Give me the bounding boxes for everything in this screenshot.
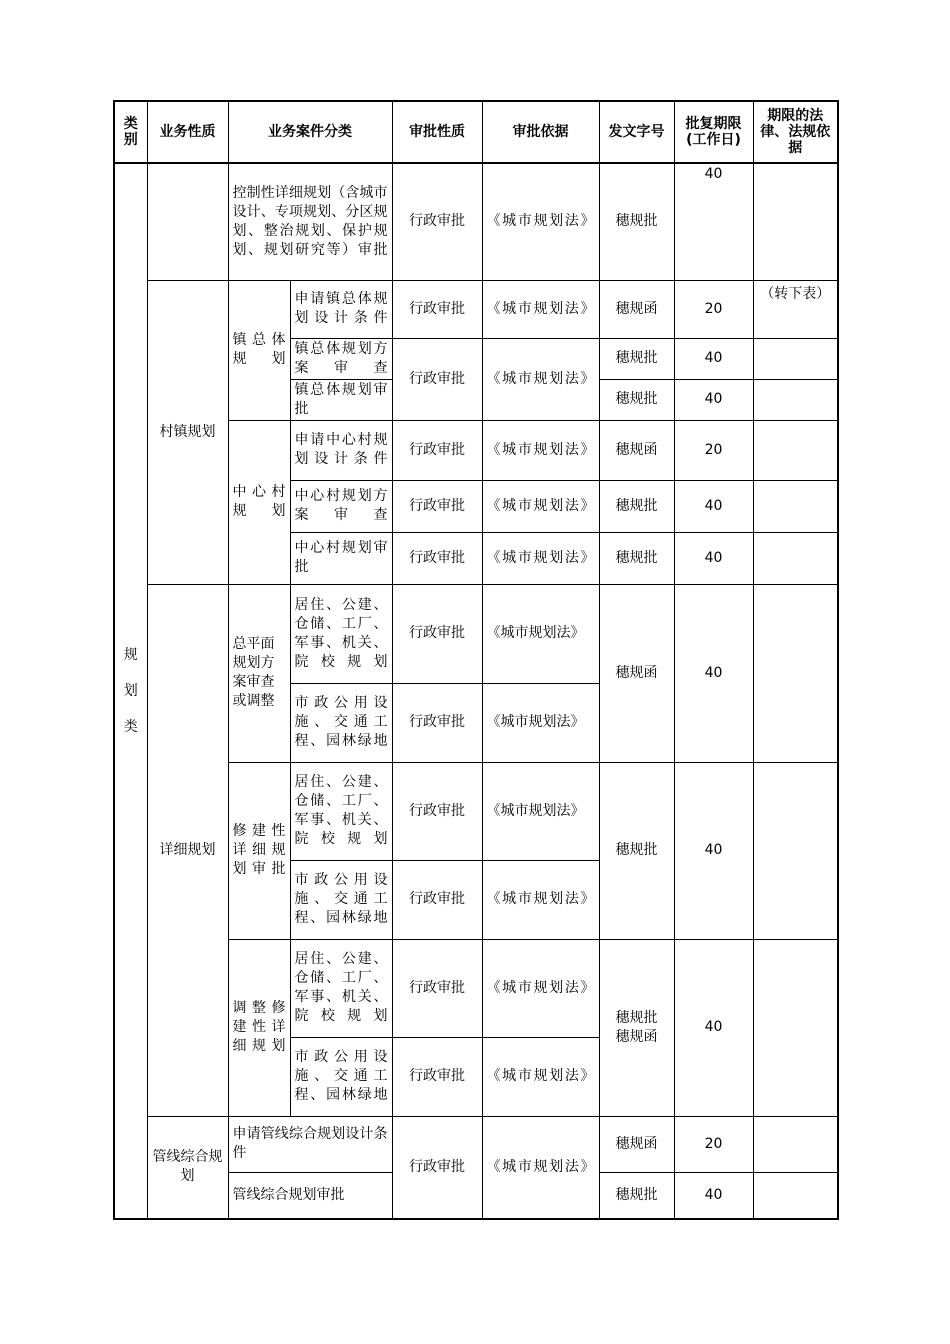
legal-basis-cell bbox=[753, 532, 838, 584]
case-group-cell: 总平面规划方案审查或调整 bbox=[228, 584, 290, 762]
doc-prefix-cell: 穗规函 bbox=[599, 280, 674, 338]
approval-basis-cell: 《城市规划法》 bbox=[482, 683, 599, 762]
approval-nature-cell: 行政审批 bbox=[392, 939, 482, 1037]
reply-days-cell: 40 bbox=[674, 480, 753, 532]
doc-prefix-cell: 穗规函 bbox=[599, 1116, 674, 1172]
case-item-cell: 居住、公建、仓储、工厂、军事、机关、院校规划 bbox=[290, 762, 392, 860]
case-item-cell: 镇总体规划方案审查 bbox=[290, 338, 392, 379]
legal-basis-cell bbox=[753, 939, 838, 1116]
doc-prefix-cell: 穗规批 穗规函 bbox=[599, 939, 674, 1116]
case-class-cell: 申请管线综合规划设计条件 bbox=[228, 1116, 392, 1172]
approval-nature-cell: 行政审批 bbox=[392, 480, 482, 532]
legal-basis-cell bbox=[753, 420, 838, 480]
reply-days-cell: 40 bbox=[674, 532, 753, 584]
reply-days-cell: 40 bbox=[674, 939, 753, 1116]
case-group-cell: 调整修建性详细规划 bbox=[228, 939, 290, 1116]
approval-basis-cell: 《城市规划法》 bbox=[482, 163, 599, 280]
doc-prefix-cell: 穗规批 bbox=[599, 163, 674, 280]
header-row bbox=[114, 101, 838, 163]
table-row bbox=[114, 280, 838, 338]
doc-prefix-cell: 穗规批 bbox=[599, 480, 674, 532]
legal-basis-cell bbox=[753, 762, 838, 939]
approval-nature-cell: 行政审批 bbox=[392, 420, 482, 480]
approval-basis-cell: 《城市规划法》 bbox=[482, 939, 599, 1037]
approval-basis-cell: 《城市规划法》 bbox=[482, 860, 599, 939]
approval-nature-cell: 行政审批 bbox=[392, 584, 482, 683]
category-cell: 规划类 bbox=[114, 163, 147, 1219]
reply-days-cell: 40 bbox=[674, 584, 753, 762]
header-case-class: 业务案件分类 bbox=[228, 101, 392, 163]
legal-basis-cell bbox=[753, 584, 838, 762]
header-approval-nature: 审批性质 bbox=[392, 101, 482, 163]
doc-prefix-cell: 穗规批 bbox=[599, 532, 674, 584]
case-item-cell: 市政公用设施、交通工程、园林绿地 bbox=[290, 1037, 392, 1116]
approval-nature-cell: 行政审批 bbox=[392, 683, 482, 762]
reply-days-cell: 20 bbox=[674, 1116, 753, 1172]
header-legal-basis: 期限的法律、法规依据 bbox=[753, 101, 838, 163]
approval-basis-cell: 《城市规划法》 bbox=[482, 338, 599, 420]
legal-basis-cell bbox=[753, 280, 838, 338]
header-category: 类别 bbox=[114, 101, 147, 163]
approval-nature-cell: 行政审批 bbox=[392, 1037, 482, 1116]
header-approval-basis: 审批依据 bbox=[482, 101, 599, 163]
approval-nature-cell: 行政审批 bbox=[392, 338, 482, 420]
approval-nature-cell: 行政审批 bbox=[392, 163, 482, 280]
approval-nature-cell: 行政审批 bbox=[392, 1116, 482, 1219]
doc-prefix-cell: 穗规批 bbox=[599, 379, 674, 420]
reply-days-cell: 20 bbox=[674, 280, 753, 338]
legal-basis-cell bbox=[753, 338, 838, 379]
reply-days-cell: 20 bbox=[674, 420, 753, 480]
case-class-cell: 控制性详细规划（含城市设计、专项规划、分区规划、整治规划、保护规划、规划研究等）审批 bbox=[228, 163, 392, 280]
header-doc-prefix: 发文字号 bbox=[599, 101, 674, 163]
approval-basis-cell: 《城市规划法》 bbox=[482, 1037, 599, 1116]
legal-basis-cell bbox=[753, 163, 838, 280]
business-nature-cell: 详细规划 bbox=[147, 584, 228, 1116]
approval-basis-cell: 《城市规划法》 bbox=[482, 1116, 599, 1219]
doc-prefix-cell: 穗规批 bbox=[599, 1172, 674, 1219]
approval-basis-cell: 《城市规划法》 bbox=[482, 532, 599, 584]
approval-nature-cell: 行政审批 bbox=[392, 532, 482, 584]
continue-note: （转下表） bbox=[760, 285, 831, 302]
case-item-cell: 市政公用设施、交通工程、园林绿地 bbox=[290, 860, 392, 939]
approval-basis-cell: 《城市规划法》 bbox=[482, 762, 599, 860]
table-row bbox=[114, 163, 838, 280]
reply-days-cell: 40 bbox=[674, 762, 753, 939]
legal-basis-cell bbox=[753, 379, 838, 420]
approval-table bbox=[113, 100, 839, 1220]
reply-days-cell: 40 bbox=[674, 163, 753, 280]
doc-prefix-cell: 穗规函 bbox=[599, 584, 674, 762]
business-nature-cell: 管线综合规划 bbox=[147, 1116, 228, 1219]
approval-basis-cell: 《城市规划法》 bbox=[482, 420, 599, 480]
table-row bbox=[114, 584, 838, 683]
legal-basis-cell bbox=[753, 1172, 838, 1219]
approval-basis-cell: 《城市规划法》 bbox=[482, 584, 599, 683]
approval-basis-cell: 《城市规划法》 bbox=[482, 280, 599, 338]
case-item-cell: 申请中心村规划设计条件 bbox=[290, 420, 392, 480]
approval-nature-cell: 行政审批 bbox=[392, 280, 482, 338]
case-item-cell: 市政公用设施、交通工程、园林绿地 bbox=[290, 683, 392, 762]
case-group-cell: 修建性详细规划审批 bbox=[228, 762, 290, 939]
header-business-nature: 业务性质 bbox=[147, 101, 228, 163]
case-item-cell: 中心村规划审批 bbox=[290, 532, 392, 584]
header-reply-days: 批复期限(工作日) bbox=[674, 101, 753, 163]
reply-days-cell: 40 bbox=[674, 338, 753, 379]
reply-days-cell: 40 bbox=[674, 379, 753, 420]
business-nature-cell: 村镇规划 bbox=[147, 280, 228, 584]
business-nature-cell bbox=[147, 163, 228, 280]
approval-nature-cell: 行政审批 bbox=[392, 860, 482, 939]
case-item-cell: 居住、公建、仓储、工厂、军事、机关、院校规划 bbox=[290, 939, 392, 1037]
case-item-cell: 中心村规划方案审查 bbox=[290, 480, 392, 532]
case-class-cell: 管线综合规划审批 bbox=[228, 1172, 392, 1219]
legal-basis-cell bbox=[753, 1116, 838, 1172]
case-group-cell: 镇总体规划 bbox=[228, 280, 290, 420]
case-item-cell: 居住、公建、仓储、工厂、军事、机关、院校规划 bbox=[290, 584, 392, 683]
table-row bbox=[114, 1116, 838, 1172]
approval-nature-cell: 行政审批 bbox=[392, 762, 482, 860]
case-item-cell: 申请镇总体规划设计条件 bbox=[290, 280, 392, 338]
doc-prefix-cell: 穗规批 bbox=[599, 762, 674, 939]
case-item-cell: 镇总体规划审批 bbox=[290, 379, 392, 420]
approval-basis-cell: 《城市规划法》 bbox=[482, 480, 599, 532]
doc-prefix-cell: 穗规函 bbox=[599, 420, 674, 480]
doc-prefix-cell: 穗规批 bbox=[599, 338, 674, 379]
case-group-cell: 中心村规划 bbox=[228, 420, 290, 584]
reply-days-cell: 40 bbox=[674, 1172, 753, 1219]
legal-basis-cell bbox=[753, 480, 838, 532]
